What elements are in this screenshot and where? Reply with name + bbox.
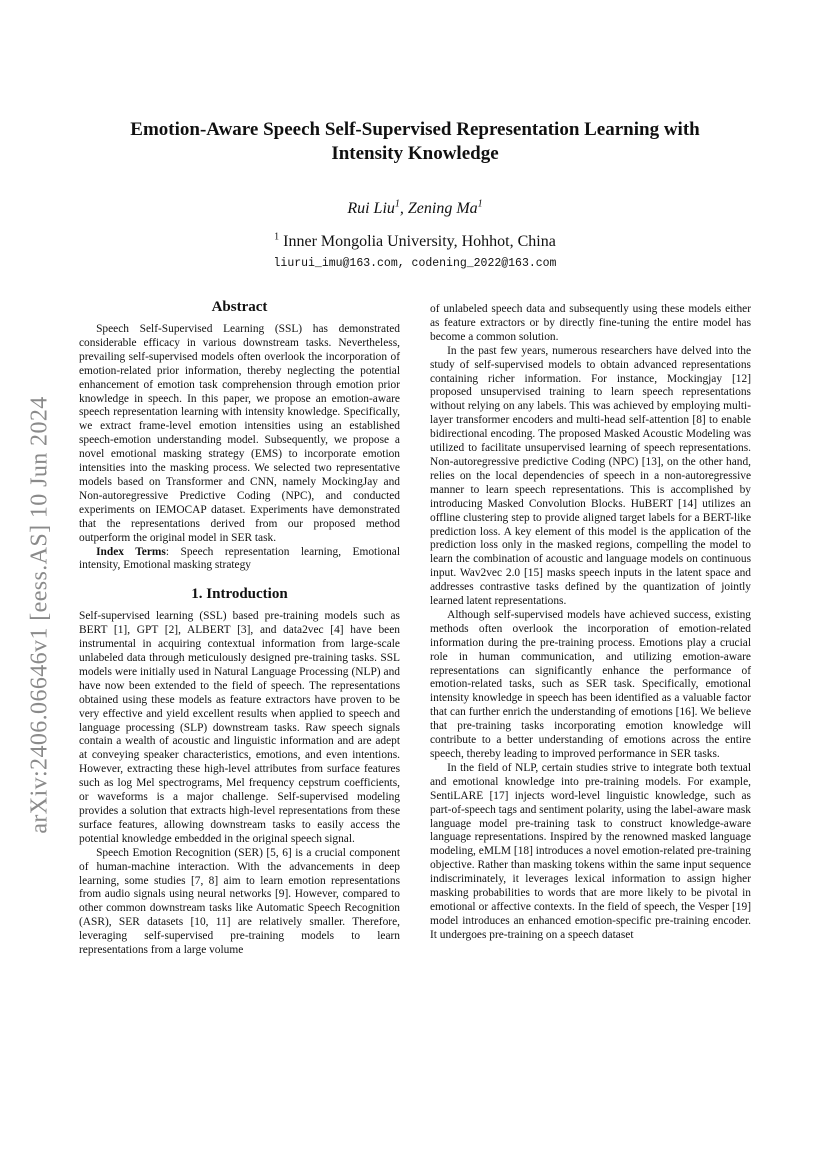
affiliation-sup: 1: [274, 231, 280, 243]
arxiv-id: arXiv:2406.06646v1 [eess.AS] 10 Jun 2024: [26, 396, 53, 834]
intro-paragraph: Self-supervised learning (SSL) based pre-training models such as BERT [1], GPT [2], ALBERT [3], and data2vec [4] have been instrumental in acquiring contextual information from large-scale unlabeled data through meticulously designed pre-training tasks. SSL models were initially used in Natural Language Processing (NLP) and have now been extended to the field of speech. The representations obtained using these models as feature extractors have proven to be very effective and yield excellent results when applied to speech and language processing (SLP) downstream tasks. Raw speech signals contain a wealth of acoustic and linguistic information and are adept at conveying speaker characteristics, emotions, and even intentions. However, extracting these high-level attributes from surface features such as log Mel spectrograms, Mel frequency cepstrum coefficients, or waveforms is a major challenge. Self-supervised modeling provides a solution that extracts high-level representations from these surface features, allowing downstream tasks to easily access the potential knowledge embedded in the original speech signal.: [79, 610, 400, 845]
index-terms: [79, 546, 400, 574]
intro-paragraph: In the past few years, numerous researchers have delved into the study of self-supervised models to obtain advanced representations containing richer information. For instance, Mockingjay [12] proposed unsupervised training to learn speech representations without relying on any labels. This was achieved by employing multi-layer transformer encoders and multi-head self-attention [8] to enable bidirectional encoding. The proposed Masked Acoustic Modeling was utilized to facilitate unsupervised learning of speech representations. Non-autoregressive predictive Coding (NPC) [13], on the other hand, relies on the local dependencies of speech in a non-autoregressive manner to learn speech representations. This is accomplished by introducing Masked Convolution Blocks. HuBERT [14] utilizes an offline clustering step to provide aligned target labels for a BERT-like prediction loss. A key element of this model is the application of the prediction loss only in the masked regions, compelling the model to learn the combination of acoustic and language models on continuous input. Wav2vec 2.0 [15] masks speech inputs in the latent space and addresses contrastive tasks defined by the quantization of jointly learned latent representations.: [430, 344, 751, 608]
affiliation-text: Inner Mongolia University, Hohhot, China: [279, 233, 556, 250]
right-column: [430, 303, 751, 943]
author-name: Rui Liu: [347, 200, 395, 217]
abstract-paragraph: Speech Self-Supervised Learning (SSL) has demonstrated considerable efficacy in various downstream tasks. Nevertheless, prevailing self-supervised models often overlook the incorporation of emotion-related prior information, thereby neglecting the potential enhancement of emotion task comprehension through emotion prior knowledge in speech. In this paper, we propose an emotion-aware speech representation learning with intensity knowledge. Specifically, we extract frame-level emotion intensities using an established speech-emotion understanding model. Subsequently, we propose a novel emotional masking strategy (EMS) to incorporate emotion intensities into the masking process. We selected two representative models based on Transformer and CNN, namely MockingJay and Non-autoregressive Predictive Coding (NPC), and conducted experiments on IEMOCAP dataset. Experiments have demonstrated that the representations derived from our proposed method outperform the original model in SER task.: [79, 323, 400, 544]
intro-paragraph: of unlabeled speech data and subsequently using these models either as feature extractors or by directly fine-tuning the entire model has become a common solution.: [430, 303, 751, 343]
section-heading-introduction: 1. Introduction: [191, 586, 288, 603]
affiliation: [100, 233, 730, 251]
left-column: [79, 298, 400, 958]
intro-paragraph: Although self-supervised models have achieved success, existing methods often overlook the incorporation of emotion-related information during the pre-training process. Emotions play a crucial role in human communication, and utilizing emotion-aware representations can significantly enhance the performance of emotion-related tasks, such as SER task. Specifically, emotional intensity knowledge in speech has been identified as a valuable factor that can further enrich the understanding of emotions [16]. We believe that pre-training tasks incorporating emotion knowledge will contribute to a better understanding of emotions across the entire speech, thereby leading to improved performance in SER tasks.: [430, 608, 751, 760]
abstract-heading: Abstract: [211, 299, 268, 315]
abstract-body: [79, 323, 400, 573]
author-separator: ,: [399, 200, 408, 217]
index-terms-label: Index Terms: [96, 545, 166, 558]
author-sup: 1: [477, 198, 483, 210]
author-emails: liurui_imu@163.com, codening_2022@163.com: [273, 257, 557, 270]
author-list: [100, 200, 730, 218]
author-name: Zening Ma: [407, 200, 478, 217]
paper-title: Emotion-Aware Speech Self-Supervised Representation Learning with Intensity Knowledge: [130, 119, 700, 164]
intro-paragraph: Speech Emotion Recognition (SER) [5, 6] is a crucial component of human-machine interaction. With the advancements in deep learning, some studies [7, 8] aim to learn emotion representations from audio signals using neural networks [9]. However, compared to other common downstream tasks like Automatic Speech Recognition (ASR), SER datasets [10, 11] are relatively smaller. Therefore, leveraging self-supervised pre-training models to learn representations from a large volume: [79, 846, 400, 957]
index-terms-text: : Speech representation learning, Emotional intensity, Emotional masking strategy: [79, 545, 400, 572]
intro-paragraph: In the field of NLP, certain studies strive to integrate both textual and emotional knowledge into pre-training models. For example, SentiLARE [17] injects word-level linguistic knowledge, such as part-of-speech tags and sentiment polarity, using the label-aware mask language model pre-training task to construct knowledge-aware language representations. Inspired by the renowned masked language modeling, eMLM [18] introduces a novel emotion-related pre-training objective. Rather than masking tokens within the same input sequence indiscriminately, it leverages lexical information to assign higher masking probabilities to words that are more likely to be pivotal in emotional or affective contexts. In the field of speech, the Vesper [19] model introduces an enhanced emotion-specific pre-training encoder. It undergoes pre-training on a speech dataset: [430, 761, 751, 941]
author-sup: 1: [394, 198, 400, 210]
arxiv-sidebar-stamp: [22, 355, 58, 875]
